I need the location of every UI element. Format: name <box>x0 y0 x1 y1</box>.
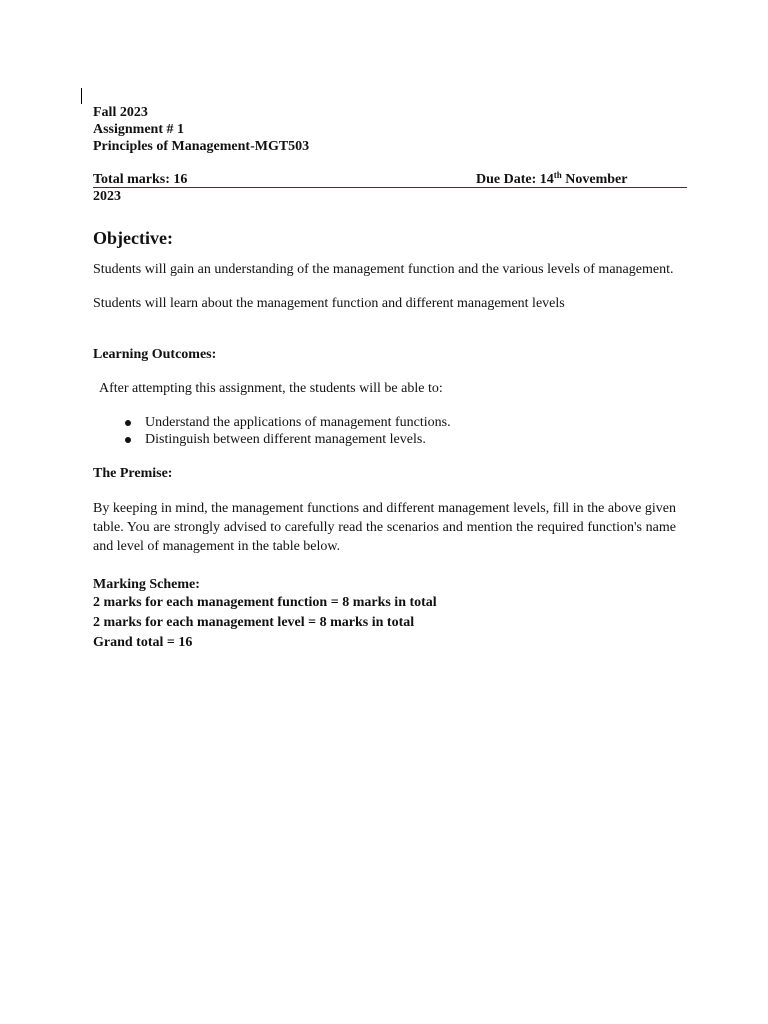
learning-outcomes-list <box>93 414 676 448</box>
list-item-text: Distinguish between different management levels. <box>145 432 426 447</box>
learning-outcomes-intro: After attempting this assignment, the students will be able to: <box>99 381 443 396</box>
text-cursor <box>81 88 82 104</box>
due-year: 2023 <box>93 189 121 204</box>
marking-scheme-grand-total: Grand total = 16 <box>93 635 193 650</box>
course-line: Principles of Management-MGT503 <box>93 139 310 154</box>
marks-due-row <box>93 171 687 188</box>
document-body[interactable] <box>93 104 676 653</box>
objective-heading: Objective: <box>93 228 173 248</box>
due-date-month: November <box>561 172 628 187</box>
premise-heading: The Premise: <box>93 466 173 481</box>
list-item-text: Understand the applications of management functions. <box>145 415 451 430</box>
due-date-prefix: Due Date: 14 <box>476 172 554 187</box>
term-line: Fall 2023 <box>93 105 148 120</box>
assignment-line: Assignment # 1 <box>93 122 185 137</box>
bullet-icon <box>125 437 131 443</box>
list-item <box>93 414 676 431</box>
list-item <box>93 431 676 448</box>
marking-scheme-heading: Marking Scheme: <box>93 577 200 592</box>
due-date-suffix-th: th <box>553 170 562 180</box>
objective-paragraph-2: Students will learn about the management function and different management levels <box>93 296 565 311</box>
total-marks: Total marks: 16 <box>93 172 188 187</box>
learning-outcomes-heading: Learning Outcomes: <box>93 347 217 362</box>
marking-scheme-line: 2 marks for each management level = 8 marks in total <box>93 615 415 630</box>
marking-scheme-line: 2 marks for each management function = 8 marks in total <box>93 595 437 610</box>
objective-paragraph-1: Students will gain an understanding of the management function and the various levels of management. <box>93 262 674 277</box>
bullet-icon <box>125 420 131 426</box>
header-rule <box>93 187 687 188</box>
due-date <box>476 171 627 188</box>
premise-paragraph: By keeping in mind, the management functions and different management levels, fill in the above given table. You are strongly advised to carefully read the scenarios and mention the required function's name and level of management in the table below. <box>93 501 676 554</box>
